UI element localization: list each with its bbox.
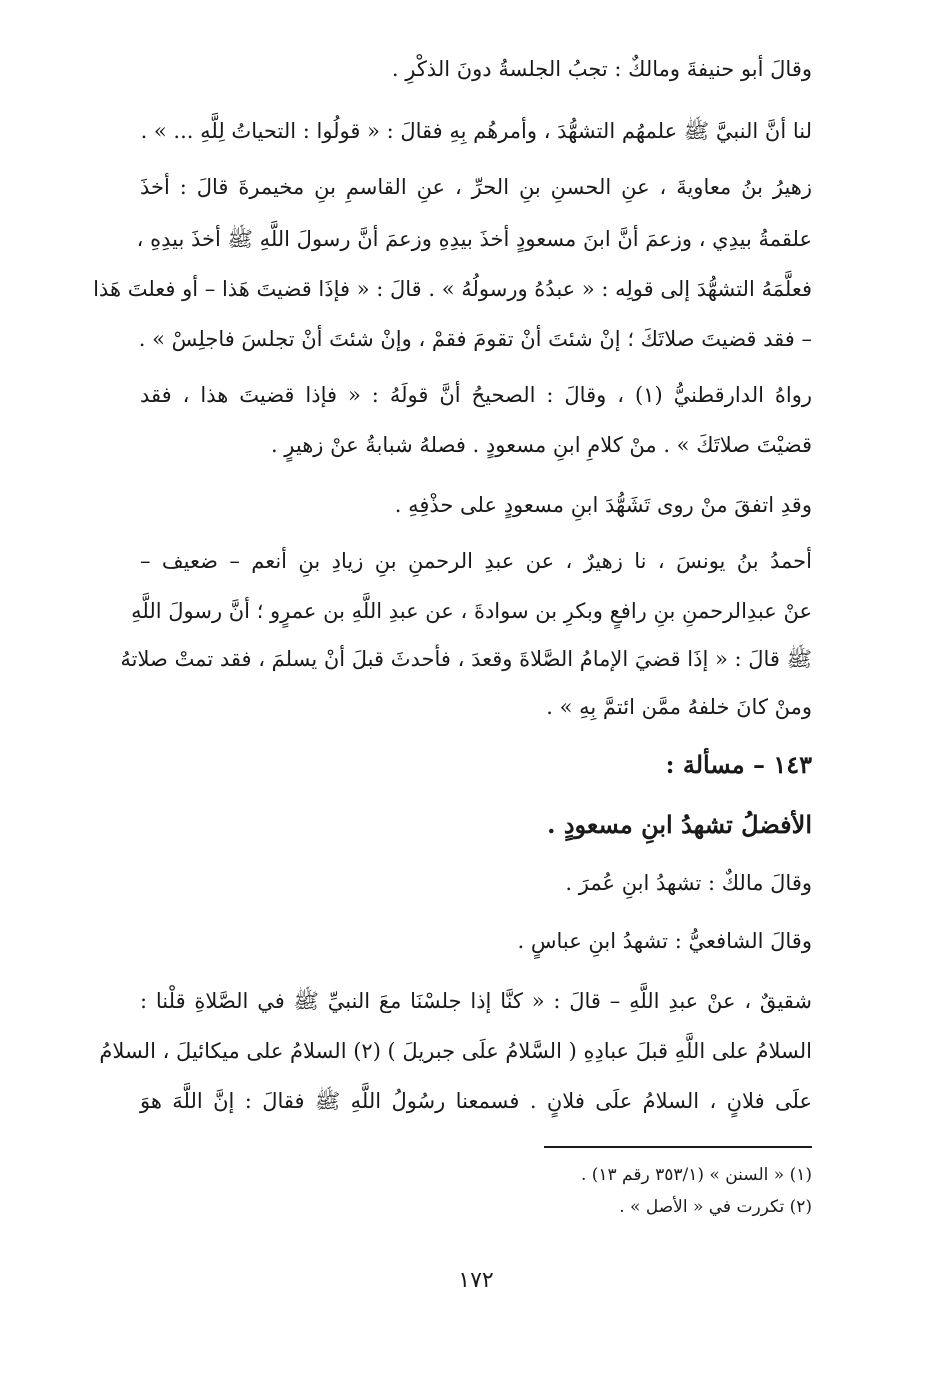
text-line: وقالَ الشافعيُّ : تشهدُ ابنِ عباسٍ . [517, 929, 812, 953]
text-line: وقالَ أبو حنيفةَ ومالكٌ : تجبُ الجلسةُ دونَ الذكْرِ . [391, 57, 812, 81]
text-line: وقدِ اتفقَ منْ روى تَشَهُّدَ ابنِ مسعودٍ على حذْفِهِ . [394, 493, 812, 517]
text-line: – فقد قضيتَ صلاتَكَ ؛ إنْ شئتَ أنْ تقومَ فقمْ ، وإنْ شئتَ أنْ تجلسَ فاجلِسْ » . [138, 327, 812, 351]
text-line: ومنْ كانَ خلفهُ ممَّن ائتمَّ بِهِ » . [546, 695, 812, 719]
text-line: زهيرُ بنُ معاويةَ ، عنِ الحسنِ بنِ الحرِّ ، عنِ القاسمِ بنِ مخيمرةَ قالَ : أخذَ [140, 175, 812, 199]
text-line: وقالَ مالكٌ : تشهدُ ابنِ عُمرَ . [565, 871, 812, 895]
text-line: علَى فلانٍ ، السلامُ علَى فلانٍ . فسمعنا رسُولُ اللَّهِ ﷺ فقالَ : إنَّ اللَّهَ هوَ [140, 1089, 812, 1113]
text-line: لنا أنَّ النبيَّ ﷺ علمهُم التشهُّدَ ، وأمرهُم بِهِ فقالَ : « قولُوا : التحياتُ لِلَّهِ ... » . [140, 119, 812, 143]
text-line: ﷺ قالَ : « إذَا قضيَ الإمامُ الصَّلاةَ وقعدَ ، فأحدثَ قبلَ أنْ يسلمَ ، فقد تمتْ صلاتهُ [120, 647, 812, 671]
issue-heading: ١٤٣ – مسألة : [665, 750, 812, 779]
footnote-separator [544, 1146, 812, 1148]
text-line: قضيْتَ صلاتَكَ » . منْ كلامِ ابنِ مسعودٍ . فصلهُ شبابةُ عنْ زهيرٍ . [270, 433, 812, 457]
text-line: أحمدُ بنُ يونسَ ، نا زهيرٌ ، عن عبدِ الرحمنِ بنِ زيادِ بنِ أنعم – ضعيف – [140, 549, 812, 573]
footnote: (٢) تكررت في « الأصل » . [619, 1197, 812, 1217]
text-line: رواهُ الدارقطنيُّ (١) ، وقالَ : الصحيحُ أنَّ قولَهُ : « فإذا قضيتَ هذا ، فقد [140, 383, 812, 407]
text-line: السلامُ على اللَّهِ قبلَ عبادِهِ ( السَّلامُ علَى جبريلَ ) (٢) السلامُ على ميكائيلَ ، السلامُ [99, 1039, 812, 1063]
text-line: عنْ عبدِالرحمنِ بنِ رافعٍ وبكرِ بن سوادةَ ، عن عبدِ اللَّهِ بن عمرٍو ؛ أنَّ رسولَ اللَّهِ [131, 599, 812, 623]
issue-statement: الأفضلُ تشهدُ ابنِ مسعودٍ . [547, 810, 812, 839]
page-number: ١٧٢ [458, 1268, 494, 1293]
text-line: شقيقٌ ، عنْ عبدِ اللَّهِ – قالَ : « كنَّا إذا جلسْنَا معَ النبيِّ ﷺ في الصَّلاةِ قلْنا : [140, 989, 812, 1013]
footnote: (١) « السنن » (٣٥٣/١ رقم ١٣) . [580, 1165, 812, 1185]
text-line: فعلَّمَهُ التشهُّدَ إلى قولِه : « عبدُهُ ورسولُهُ » . قالَ : « فإذَا قضيتَ هَذا – أو فعلتَ هَذا [93, 277, 812, 301]
text-line: علقمةُ بيدِي ، وزعمَ أنَّ ابنَ مسعودٍ أخذَ بيدِهِ وزعمَ أنَّ رسولَ اللَّهِ ﷺ أخذَ بيدِهِ ، [136, 227, 812, 251]
